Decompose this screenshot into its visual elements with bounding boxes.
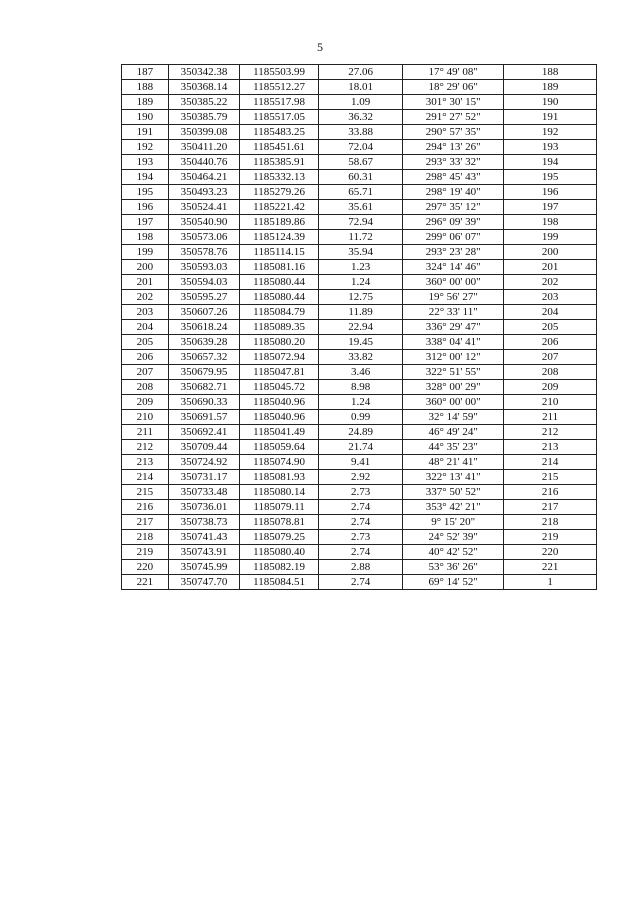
point-number-cell: 211 [122, 425, 169, 440]
distance-cell: 35.94 [319, 245, 403, 260]
distance-cell: 33.88 [319, 125, 403, 140]
point-number-cell: 209 [122, 395, 169, 410]
page-number: 5 [317, 40, 323, 54]
point-number-cell: 210 [122, 410, 169, 425]
next-point-cell: 206 [504, 335, 597, 350]
distance-cell: 2.92 [319, 470, 403, 485]
distance-cell: 24.89 [319, 425, 403, 440]
table-row [122, 530, 597, 545]
distance-cell: 36.32 [319, 110, 403, 125]
point-number-cell: 193 [122, 155, 169, 170]
table-row [122, 215, 597, 230]
distance-cell: 72.94 [319, 215, 403, 230]
bearing-cell: 69° 14' 52" [403, 575, 504, 590]
distance-cell: 12.75 [319, 290, 403, 305]
x-coordinate-cell: 350342.38 [168, 65, 239, 80]
table-row [122, 185, 597, 200]
point-number-cell: 194 [122, 170, 169, 185]
bearing-cell: 360° 00' 00" [403, 275, 504, 290]
distance-cell: 2.88 [319, 560, 403, 575]
bearing-cell: 297° 35' 12" [403, 200, 504, 215]
table-row [122, 455, 597, 470]
y-coordinate-cell: 1185084.79 [240, 305, 319, 320]
distance-cell: 35.61 [319, 200, 403, 215]
next-point-cell: 218 [504, 515, 597, 530]
table-row [122, 65, 597, 80]
bearing-cell: 48° 21' 41" [403, 455, 504, 470]
y-coordinate-cell: 1185517.05 [240, 110, 319, 125]
distance-cell: 0.99 [319, 410, 403, 425]
x-coordinate-cell: 350594.03 [168, 275, 239, 290]
next-point-cell: 221 [504, 560, 597, 575]
distance-cell: 2.73 [319, 530, 403, 545]
bearing-cell: 19° 56' 27" [403, 290, 504, 305]
distance-cell: 60.31 [319, 170, 403, 185]
point-number-cell: 213 [122, 455, 169, 470]
bearing-cell: 312° 00' 12" [403, 350, 504, 365]
table-row [122, 80, 597, 95]
distance-cell: 2.73 [319, 485, 403, 500]
distance-cell: 19.45 [319, 335, 403, 350]
x-coordinate-cell: 350368.14 [168, 80, 239, 95]
point-number-cell: 190 [122, 110, 169, 125]
table-row [122, 440, 597, 455]
next-point-cell: 210 [504, 395, 597, 410]
y-coordinate-cell: 1185512.27 [240, 80, 319, 95]
x-coordinate-cell: 350464.21 [168, 170, 239, 185]
distance-cell: 72.04 [319, 140, 403, 155]
table-row [122, 335, 597, 350]
x-coordinate-cell: 350593.03 [168, 260, 239, 275]
y-coordinate-cell: 1185079.25 [240, 530, 319, 545]
y-coordinate-cell: 1185114.15 [240, 245, 319, 260]
next-point-cell: 217 [504, 500, 597, 515]
bearing-cell: 298° 19' 40" [403, 185, 504, 200]
table-row [122, 380, 597, 395]
table-row [122, 155, 597, 170]
y-coordinate-cell: 1185078.81 [240, 515, 319, 530]
point-number-cell: 214 [122, 470, 169, 485]
x-coordinate-cell: 350738.73 [168, 515, 239, 530]
point-number-cell: 218 [122, 530, 169, 545]
y-coordinate-cell: 1185040.96 [240, 395, 319, 410]
bearing-cell: 18° 29' 06" [403, 80, 504, 95]
next-point-cell: 201 [504, 260, 597, 275]
bearing-cell: 53° 36' 26" [403, 560, 504, 575]
table-row [122, 200, 597, 215]
table-row [122, 560, 597, 575]
next-point-cell: 198 [504, 215, 597, 230]
x-coordinate-cell: 350657.32 [168, 350, 239, 365]
x-coordinate-cell: 350709.44 [168, 440, 239, 455]
y-coordinate-cell: 1185080.40 [240, 545, 319, 560]
x-coordinate-cell: 350692.41 [168, 425, 239, 440]
point-number-cell: 201 [122, 275, 169, 290]
next-point-cell: 200 [504, 245, 597, 260]
x-coordinate-cell: 350743.91 [168, 545, 239, 560]
x-coordinate-cell: 350493.23 [168, 185, 239, 200]
distance-cell: 1.09 [319, 95, 403, 110]
x-coordinate-cell: 350399.08 [168, 125, 239, 140]
next-point-cell: 213 [504, 440, 597, 455]
x-coordinate-cell: 350682.71 [168, 380, 239, 395]
distance-cell: 27.06 [319, 65, 403, 80]
table-row [122, 305, 597, 320]
x-coordinate-cell: 350690.33 [168, 395, 239, 410]
point-number-cell: 202 [122, 290, 169, 305]
next-point-cell: 191 [504, 110, 597, 125]
point-number-cell: 216 [122, 500, 169, 515]
x-coordinate-cell: 350578.76 [168, 245, 239, 260]
table-row [122, 95, 597, 110]
point-number-cell: 212 [122, 440, 169, 455]
next-point-cell: 214 [504, 455, 597, 470]
bearing-cell: 324° 14' 46" [403, 260, 504, 275]
bearing-cell: 32° 14' 59" [403, 410, 504, 425]
bearing-cell: 40° 42' 52" [403, 545, 504, 560]
table-row [122, 320, 597, 335]
bearing-cell: 294° 13' 26" [403, 140, 504, 155]
next-point-cell: 208 [504, 365, 597, 380]
point-number-cell: 203 [122, 305, 169, 320]
point-number-cell: 207 [122, 365, 169, 380]
y-coordinate-cell: 1185385.91 [240, 155, 319, 170]
point-number-cell: 195 [122, 185, 169, 200]
next-point-cell: 196 [504, 185, 597, 200]
point-number-cell: 208 [122, 380, 169, 395]
y-coordinate-cell: 1185451.61 [240, 140, 319, 155]
distance-cell: 33.82 [319, 350, 403, 365]
table-row [122, 170, 597, 185]
point-number-cell: 191 [122, 125, 169, 140]
distance-cell: 2.74 [319, 575, 403, 590]
y-coordinate-cell: 1185081.16 [240, 260, 319, 275]
bearing-cell: 22° 33' 11" [403, 305, 504, 320]
y-coordinate-cell: 1185503.99 [240, 65, 319, 80]
bearing-cell: 338° 04' 41" [403, 335, 504, 350]
table-row [122, 290, 597, 305]
x-coordinate-cell: 350607.26 [168, 305, 239, 320]
bearing-cell: 293° 33' 32" [403, 155, 504, 170]
next-point-cell: 190 [504, 95, 597, 110]
x-coordinate-cell: 350385.22 [168, 95, 239, 110]
table-row [122, 275, 597, 290]
y-coordinate-cell: 1185081.93 [240, 470, 319, 485]
y-coordinate-cell: 1185074.90 [240, 455, 319, 470]
table-row [122, 515, 597, 530]
bearing-cell: 298° 45' 43" [403, 170, 504, 185]
point-number-cell: 198 [122, 230, 169, 245]
next-point-cell: 220 [504, 545, 597, 560]
next-point-cell: 197 [504, 200, 597, 215]
next-point-cell: 212 [504, 425, 597, 440]
table-row [122, 575, 597, 590]
table-row [122, 410, 597, 425]
distance-cell: 1.24 [319, 275, 403, 290]
distance-cell: 11.89 [319, 305, 403, 320]
next-point-cell: 1 [504, 575, 597, 590]
bearing-cell: 17° 49' 08" [403, 65, 504, 80]
x-coordinate-cell: 350731.17 [168, 470, 239, 485]
bearing-cell: 24° 52' 39" [403, 530, 504, 545]
next-point-cell: 204 [504, 305, 597, 320]
next-point-cell: 207 [504, 350, 597, 365]
table-row [122, 500, 597, 515]
y-coordinate-cell: 1185080.44 [240, 275, 319, 290]
bearing-cell: 293° 23' 28" [403, 245, 504, 260]
y-coordinate-cell: 1185124.39 [240, 230, 319, 245]
x-coordinate-cell: 350524.41 [168, 200, 239, 215]
bearing-cell: 322° 51' 55" [403, 365, 504, 380]
bearing-cell: 299° 06' 07" [403, 230, 504, 245]
point-number-cell: 206 [122, 350, 169, 365]
distance-cell: 3.46 [319, 365, 403, 380]
y-coordinate-cell: 1185483.25 [240, 125, 319, 140]
y-coordinate-cell: 1185045.72 [240, 380, 319, 395]
x-coordinate-cell: 350411.20 [168, 140, 239, 155]
bearing-cell: 328° 00' 29" [403, 380, 504, 395]
distance-cell: 9.41 [319, 455, 403, 470]
bearing-cell: 291° 27' 52" [403, 110, 504, 125]
table-row [122, 470, 597, 485]
table-row [122, 350, 597, 365]
y-coordinate-cell: 1185080.20 [240, 335, 319, 350]
y-coordinate-cell: 1185080.14 [240, 485, 319, 500]
bearing-cell: 301° 30' 15" [403, 95, 504, 110]
table-row [122, 365, 597, 380]
distance-cell: 2.74 [319, 500, 403, 515]
x-coordinate-cell: 350440.76 [168, 155, 239, 170]
table-row [122, 125, 597, 140]
point-number-cell: 192 [122, 140, 169, 155]
distance-cell: 8.98 [319, 380, 403, 395]
x-coordinate-cell: 350691.57 [168, 410, 239, 425]
next-point-cell: 211 [504, 410, 597, 425]
next-point-cell: 219 [504, 530, 597, 545]
x-coordinate-cell: 350741.43 [168, 530, 239, 545]
distance-cell: 18.01 [319, 80, 403, 95]
bearing-cell: 46° 49' 24" [403, 425, 504, 440]
point-number-cell: 205 [122, 335, 169, 350]
bearing-cell: 9° 15' 20" [403, 515, 504, 530]
next-point-cell: 203 [504, 290, 597, 305]
distance-cell: 58.67 [319, 155, 403, 170]
distance-cell: 11.72 [319, 230, 403, 245]
next-point-cell: 215 [504, 470, 597, 485]
y-coordinate-cell: 1185059.64 [240, 440, 319, 455]
x-coordinate-cell: 350573.06 [168, 230, 239, 245]
next-point-cell: 205 [504, 320, 597, 335]
x-coordinate-cell: 350639.28 [168, 335, 239, 350]
point-number-cell: 221 [122, 575, 169, 590]
bearing-cell: 322° 13' 41" [403, 470, 504, 485]
next-point-cell: 194 [504, 155, 597, 170]
y-coordinate-cell: 1185089.35 [240, 320, 319, 335]
table-row [122, 140, 597, 155]
point-number-cell: 220 [122, 560, 169, 575]
next-point-cell: 195 [504, 170, 597, 185]
next-point-cell: 188 [504, 65, 597, 80]
distance-cell: 2.74 [319, 515, 403, 530]
y-coordinate-cell: 1185221.42 [240, 200, 319, 215]
x-coordinate-cell: 350747.70 [168, 575, 239, 590]
x-coordinate-cell: 350540.90 [168, 215, 239, 230]
point-number-cell: 199 [122, 245, 169, 260]
point-number-cell: 200 [122, 260, 169, 275]
point-number-cell: 217 [122, 515, 169, 530]
coordinates-table-body [122, 65, 597, 590]
next-point-cell: 209 [504, 380, 597, 395]
point-number-cell: 189 [122, 95, 169, 110]
x-coordinate-cell: 350595.27 [168, 290, 239, 305]
y-coordinate-cell: 1185279.26 [240, 185, 319, 200]
next-point-cell: 189 [504, 80, 597, 95]
next-point-cell: 202 [504, 275, 597, 290]
point-number-cell: 188 [122, 80, 169, 95]
x-coordinate-cell: 350618.24 [168, 320, 239, 335]
point-number-cell: 219 [122, 545, 169, 560]
table-row [122, 230, 597, 245]
table-row [122, 485, 597, 500]
y-coordinate-cell: 1185082.19 [240, 560, 319, 575]
distance-cell: 21.74 [319, 440, 403, 455]
y-coordinate-cell: 1185041.49 [240, 425, 319, 440]
distance-cell: 1.23 [319, 260, 403, 275]
bearing-cell: 337° 50' 52" [403, 485, 504, 500]
point-number-cell: 187 [122, 65, 169, 80]
table-row [122, 110, 597, 125]
table-row [122, 425, 597, 440]
table-row [122, 545, 597, 560]
x-coordinate-cell: 350736.01 [168, 500, 239, 515]
y-coordinate-cell: 1185084.51 [240, 575, 319, 590]
y-coordinate-cell: 1185040.96 [240, 410, 319, 425]
x-coordinate-cell: 350724.92 [168, 455, 239, 470]
y-coordinate-cell: 1185332.13 [240, 170, 319, 185]
bearing-cell: 360° 00' 00" [403, 395, 504, 410]
bearing-cell: 44° 35' 23" [403, 440, 504, 455]
point-number-cell: 197 [122, 215, 169, 230]
bearing-cell: 290° 57' 35" [403, 125, 504, 140]
distance-cell: 2.74 [319, 545, 403, 560]
next-point-cell: 193 [504, 140, 597, 155]
y-coordinate-cell: 1185080.44 [240, 290, 319, 305]
point-number-cell: 204 [122, 320, 169, 335]
point-number-cell: 196 [122, 200, 169, 215]
x-coordinate-cell: 350679.95 [168, 365, 239, 380]
distance-cell: 65.71 [319, 185, 403, 200]
table-row [122, 245, 597, 260]
next-point-cell: 216 [504, 485, 597, 500]
x-coordinate-cell: 350733.48 [168, 485, 239, 500]
bearing-cell: 336° 29' 47" [403, 320, 504, 335]
table-row [122, 260, 597, 275]
y-coordinate-cell: 1185079.11 [240, 500, 319, 515]
bearing-cell: 296° 09' 39" [403, 215, 504, 230]
table-row [122, 395, 597, 410]
point-number-cell: 215 [122, 485, 169, 500]
coordinates-table [121, 64, 597, 590]
y-coordinate-cell: 1185189.86 [240, 215, 319, 230]
bearing-cell: 353° 42' 21" [403, 500, 504, 515]
x-coordinate-cell: 350745.99 [168, 560, 239, 575]
x-coordinate-cell: 350385.79 [168, 110, 239, 125]
distance-cell: 22.94 [319, 320, 403, 335]
y-coordinate-cell: 1185517.98 [240, 95, 319, 110]
next-point-cell: 192 [504, 125, 597, 140]
next-point-cell: 199 [504, 230, 597, 245]
y-coordinate-cell: 1185047.81 [240, 365, 319, 380]
distance-cell: 1.24 [319, 395, 403, 410]
y-coordinate-cell: 1185072.94 [240, 350, 319, 365]
